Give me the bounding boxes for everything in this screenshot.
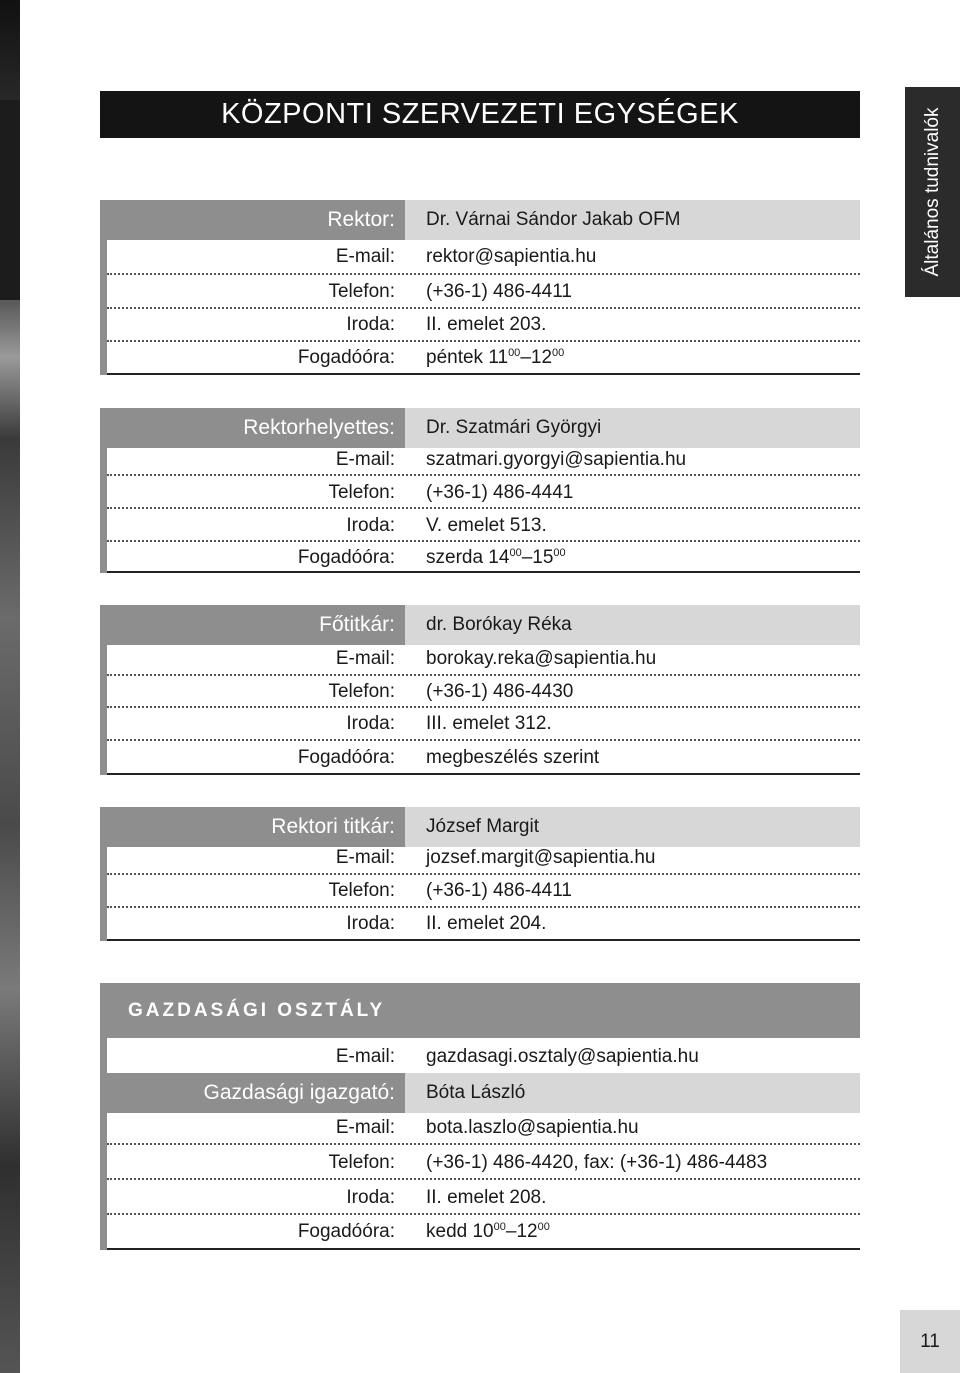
contact-block-rektori-titkar	[100, 807, 860, 941]
section-header-gazdasagi	[100, 983, 860, 1038]
field-label: E-mail:	[335, 1046, 395, 1067]
office-value: II. emelet 203.	[426, 314, 547, 335]
page-number: 11	[920, 1331, 940, 1352]
phone-row	[107, 476, 860, 509]
field-label: E-mail:	[335, 847, 395, 868]
office-row	[107, 509, 860, 542]
office-value: II. emelet 208.	[426, 1187, 547, 1208]
section-tab-label: Általános tudnivalók	[922, 107, 943, 277]
field-label: Telefon:	[328, 681, 395, 702]
email-row	[107, 841, 860, 874]
phone-value: (+36-1) 486-4441	[426, 482, 574, 503]
block-bottom-rule	[107, 373, 860, 375]
dotted-divider	[107, 1143, 860, 1145]
office-row	[107, 707, 860, 740]
office-row	[107, 1181, 860, 1214]
field-label: Telefon:	[328, 281, 395, 302]
field-label: E-mail:	[335, 648, 395, 669]
hours-row	[107, 1215, 860, 1248]
phone-value: (+36-1) 486-4411	[426, 880, 572, 901]
contact-block-rektorhelyettes	[100, 408, 860, 573]
block-head	[107, 1073, 860, 1113]
office-row	[107, 907, 860, 940]
field-label: Telefon:	[328, 880, 395, 901]
phone-row	[107, 874, 860, 907]
phone-row	[107, 675, 860, 708]
field-label: Iroda:	[346, 1187, 395, 1208]
field-label: Iroda:	[346, 314, 395, 335]
email-value: rektor@sapientia.hu	[426, 246, 597, 267]
hours-row	[107, 541, 860, 574]
contact-block-gazdasagi	[100, 1038, 860, 1250]
field-label: Fogadóóra:	[297, 747, 395, 768]
person-name: Bóta László	[426, 1082, 526, 1103]
field-label: Iroda:	[346, 515, 395, 536]
decorative-photo-strip	[0, 0, 20, 1373]
page-header	[100, 91, 860, 138]
field-label: E-mail:	[335, 246, 395, 267]
phone-row	[107, 1146, 860, 1179]
office-value: III. emelet 312.	[426, 713, 552, 734]
block-head	[107, 408, 860, 448]
hours-row	[107, 341, 860, 374]
contact-block-fotitkar	[100, 605, 860, 775]
field-label: Fogadóóra:	[297, 547, 395, 568]
person-name: Dr. Várnai Sándor Jakab OFM	[426, 209, 681, 230]
email-row	[107, 240, 860, 273]
dotted-divider	[107, 1178, 860, 1180]
department-email-row	[107, 1040, 860, 1073]
email-value: jozsef.margit@sapientia.hu	[426, 847, 656, 868]
contact-block-rektor	[100, 200, 860, 375]
hours-value: péntek $11^{00}-12^{00}$	[426, 347, 565, 368]
hours-value: kedd $10^{00}-12^{00}$	[426, 1221, 550, 1242]
phone-value: (+36-1) 486-4420, fax: (+36-1) 486-4483	[426, 1152, 768, 1173]
office-value: II. emelet 204.	[426, 913, 547, 934]
block-bottom-rule	[107, 571, 860, 573]
role-label: Főtitkár:	[319, 613, 395, 636]
field-label: E-mail:	[335, 1117, 395, 1138]
page-title: KÖZPONTI SZERVEZETI EGYSÉGEK	[221, 98, 739, 130]
office-row	[107, 308, 860, 341]
field-label: Iroda:	[346, 713, 395, 734]
field-label: Telefon:	[328, 482, 395, 503]
block-bottom-rule	[107, 939, 860, 941]
hours-value: megbeszélés szerint	[426, 747, 600, 768]
email-value: gazdasagi.osztaly@sapientia.hu	[426, 1046, 699, 1067]
block-head	[107, 200, 860, 240]
hours-value: szerda $14^{00}-15^{00}$	[426, 547, 566, 568]
role-label: Gazdasági igazgató:	[203, 1081, 395, 1104]
email-value: bota.laszlo@sapientia.hu	[426, 1117, 639, 1138]
role-label: Rektor:	[327, 208, 395, 231]
email-row	[107, 642, 860, 675]
email-value: borokay.reka@sapientia.hu	[426, 648, 657, 669]
person-name: Dr. Szatmári Györgyi	[426, 417, 602, 438]
person-name: dr. Borókay Réka	[426, 614, 572, 635]
page-number-box	[900, 1310, 960, 1373]
person-name: József Margit	[426, 816, 539, 837]
email-row	[107, 1111, 860, 1144]
field-label: E-mail:	[335, 449, 395, 470]
phone-row	[107, 275, 860, 308]
block-head	[107, 605, 860, 645]
field-label: Telefon:	[328, 1152, 395, 1173]
office-value: V. emelet 513.	[426, 515, 547, 536]
field-label: Fogadóóra:	[297, 347, 395, 368]
field-label: Fogadóóra:	[297, 1221, 395, 1242]
role-label: Rektorhelyettes:	[243, 416, 395, 439]
field-label: Iroda:	[346, 913, 395, 934]
phone-value: (+36-1) 486-4430	[426, 681, 574, 702]
phone-value: (+36-1) 486-4411	[426, 281, 572, 302]
email-value: szatmari.gyorgyi@sapientia.hu	[426, 449, 687, 470]
role-label: Rektori titkár:	[271, 815, 395, 838]
block-bottom-rule	[107, 1248, 860, 1250]
section-title: GAZDASÁGI OSZTÁLY	[128, 1000, 386, 1021]
block-bottom-rule	[107, 773, 860, 775]
email-row	[107, 443, 860, 476]
hours-row	[107, 741, 860, 774]
section-tab	[905, 87, 960, 297]
